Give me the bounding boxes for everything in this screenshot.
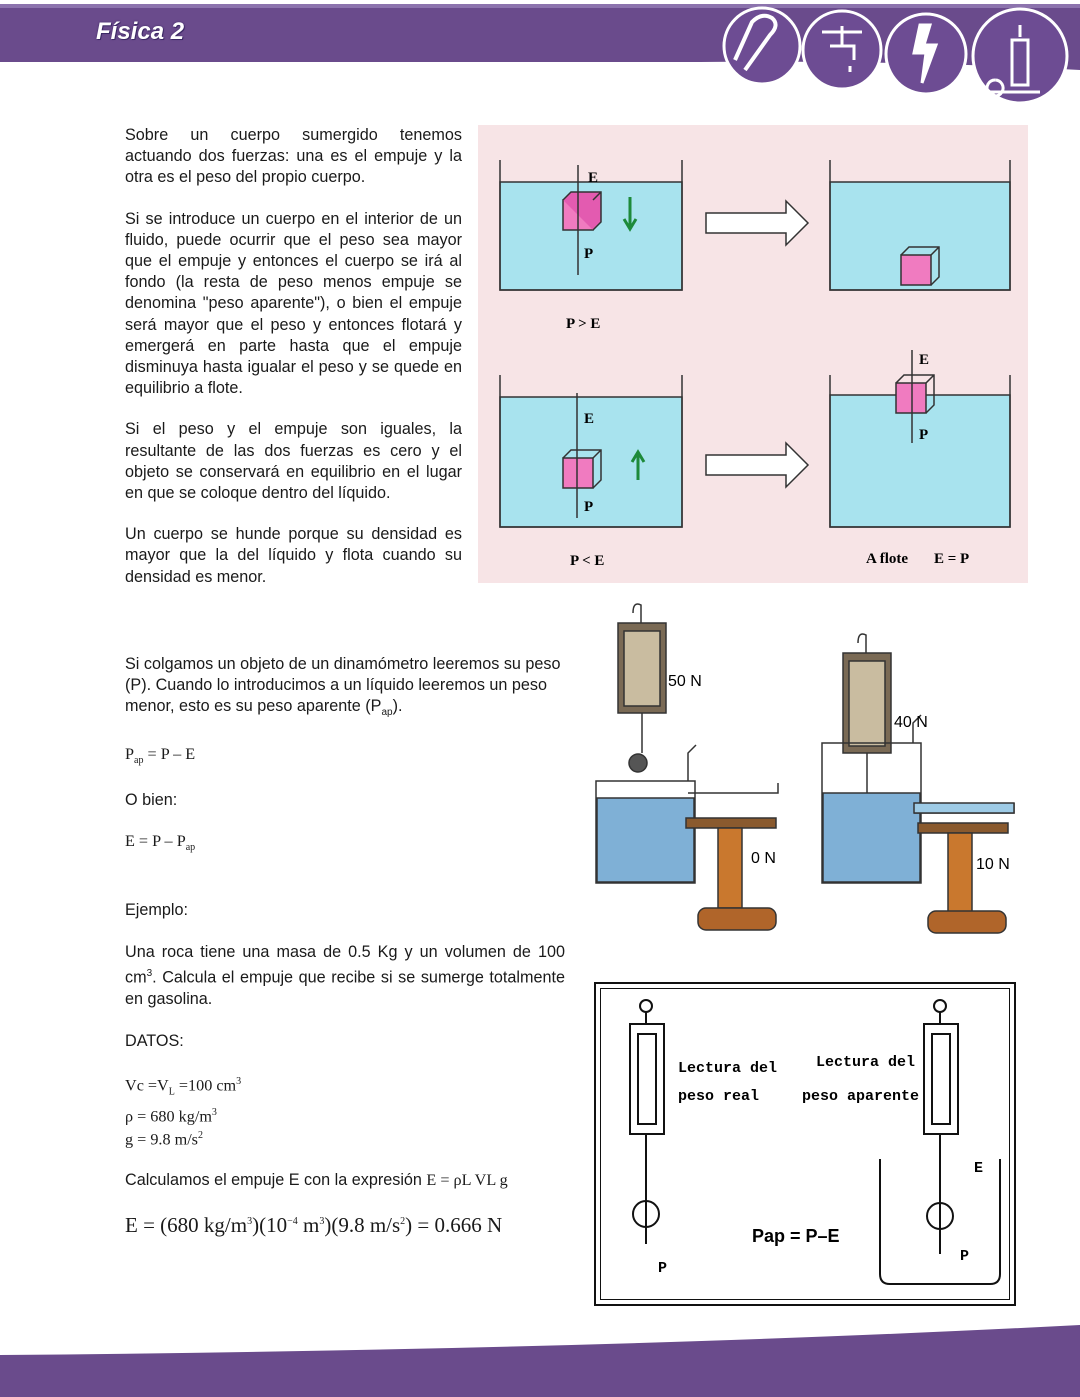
intro-paragraph-2: Si se introduce un cuerpo en el interior de un fluido, puede ocurrir que el peso sea mayor que el empuje y entonces el cuerpo se irá al fondo (la resta de peso menos empuje se denomina "peso aparente"), o bien el empuje será mayor que el peso y entonces flotará y emergerá en parte hasta que el empuje disminuya hasta igualar el peso y se quede en equilibrio a flote. [125, 209, 462, 398]
result-formula: E = (680 $kg/m^3)(10^{-4}$ $m^3)(9.8$ $m/s^2) = 0.666$ N [125, 1212, 503, 1237]
intro-paragraph-3: Si el peso y el empuje son iguales, la resultante de las dos fuerzas es cero y el objeto se conservará en equilibrio en el lugar en que se coloque dentro del líquido. [125, 420, 462, 503]
apparent-weight-diagram [594, 982, 1016, 1306]
datos-list [125, 1072, 565, 1149]
intro-text [125, 125, 462, 608]
dato-gravity: g = 9.8 $m/s^2$ [125, 1130, 203, 1149]
reading-left-bottom: 0 N [751, 850, 776, 867]
label-real-2: peso real [678, 1088, 760, 1105]
buoyancy-diagram [478, 125, 1028, 583]
label-apparent-2: peso aparente [802, 1088, 920, 1105]
intro-paragraph-4: Un cuerpo se hunde porque su densidad es mayor que la del líquido y flota cuando su densidad es menor. [125, 525, 462, 586]
label-p-right: P [960, 1248, 970, 1265]
label-e-3: E [919, 352, 930, 368]
footer-banner [0, 1325, 1080, 1397]
reading-right-bottom: 10 N [976, 856, 1010, 873]
label-p-left: P [658, 1260, 668, 1277]
label-p-1: P [584, 246, 594, 262]
label-p-3: P [919, 427, 929, 443]
dynamometer-paragraph: Si colgamos un objeto de un dinamómetro leeremos su peso (P). Cuando lo introducimos a un líquido leeremos un peso menor, esto es su peso aparente $(P_{ap})$. [125, 655, 561, 719]
formula-apparent-weight: $P_{ap} = P - E$ [125, 744, 196, 767]
formula-buoyancy: $E = P - P_{ap}$ [125, 832, 196, 854]
datos-label: DATOS: [125, 1032, 184, 1051]
label-e-2: E [584, 411, 595, 427]
label-p-2: P [584, 499, 594, 515]
or-label: O bien: [125, 791, 178, 810]
label-e-right: E [974, 1160, 984, 1177]
calc-line: Calculamos el empuje E con la expresión E = ρL VL g [125, 1170, 508, 1189]
intro-paragraph-1: Sobre un cuerpo sumergido tenemos actuando dos fuerzas: una es el empuje y la otra es el peso del propio cuerpo. [125, 126, 462, 187]
case-afloat: A flote [866, 551, 909, 567]
header-banner [0, 0, 1080, 110]
label-e-1: E [588, 170, 599, 186]
label-apparent-1: Lectura del [816, 1054, 916, 1071]
faucet-icon [803, 11, 881, 89]
case-e-equals-p: E = P [934, 551, 970, 567]
dynamometer-illustration [588, 593, 1033, 943]
dato-density: ρ = 680 $kg/m^3$ [125, 1106, 217, 1126]
case-p-greater-e: P > E [566, 316, 601, 332]
dato-volume: $Vc =V_L =100$ $cm^3$ [125, 1076, 242, 1098]
reading-right-top: 40 N [894, 714, 928, 731]
case-p-less-e: P < E [570, 553, 605, 569]
dynamometer-text [125, 654, 565, 1236]
label-real-1: Lectura del [678, 1060, 778, 1077]
reading-left-top: 50 N [668, 673, 702, 690]
header-title: Física 2 [96, 18, 185, 45]
example-title: Ejemplo: [125, 900, 188, 919]
example-statement: Una roca tiene una masa de 0.5 Kg y un volumen de 100 $cm^3$. Calcula el empuje que recibe si se sumerge totalmente en gasolina. [125, 943, 565, 1008]
formula-pap: Pap = P–E [752, 1226, 840, 1246]
